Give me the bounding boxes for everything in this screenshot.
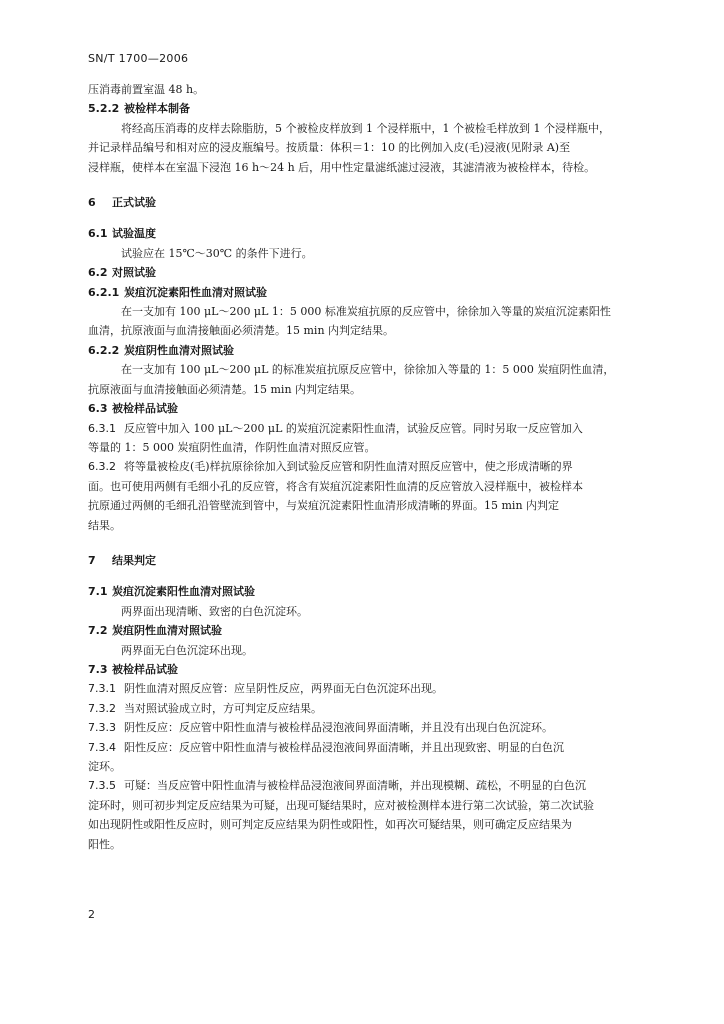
- section-heading-6-2-2: 6.2.2 炭疽阴性血清对照试验: [88, 343, 234, 357]
- paragraph-line: 血清，抗原液面与血清接触面必须清楚。15 min 内判定结果。: [88, 324, 395, 338]
- paragraph-line: 淀环。: [88, 760, 121, 773]
- paragraph-line: 并记录样品编号和相对应的浸皮瓶编号。按质量：体积＝1：10 的比例加入皮(毛)浸液(见附录 A)至: [88, 141, 571, 155]
- paragraph-line: 结果。: [88, 518, 121, 532]
- paragraph-line: 在一支加有 100 μL～200 μL 的标准炭疽抗原反应管中，徐徐加入等量的 1：5 000 炭疽阴性血清，: [121, 363, 615, 377]
- paragraph-line: 7.3.5 可疑：当反应管中阳性血清与被检样品浸泡液间界面清晰，并出现模糊、疏松，不明显的白色沉: [88, 779, 586, 793]
- section-heading-6-2-1: 6.2.1 炭疽沉淀素阳性血清对照试验: [88, 285, 267, 299]
- section-heading-7: 7 结果判定: [88, 553, 156, 567]
- paragraph-line: 等量的 1：5 000 炭疽阴性血清，作阴性血清对照反应管。: [88, 440, 376, 454]
- paragraph-line: 两界面出现清晰、致密的白色沉淀环。: [121, 604, 308, 618]
- section-heading-6-2: 6.2 对照试验: [88, 266, 156, 280]
- paragraph-line: 抗原液面与血清接触面必须清楚。15 min 内判定结果。: [88, 382, 362, 396]
- paragraph-line: 阳性。: [88, 837, 121, 851]
- paragraph-line: 如出现阴性或阳性反应时，则可判定反应结果为阴性或阳性，如再次可疑结果，则可确定反应结果为: [88, 818, 572, 832]
- paragraph-line: 浸样瓶，使样本在室温下浸泡 16 h～24 h 后，用中性定量滤纸滤过浸液，其滤清液为被检样本，待检。: [88, 160, 596, 174]
- document-body: [88, 80, 660, 854]
- paragraph-line: 7.3.4 阳性反应：反应管中阳性血清与被检样品浸泡液间界面清晰，并且出现致密、明显的白色沉: [88, 740, 564, 754]
- paragraph-line: 6.3.2 将等量被检皮(毛)样抗原徐徐加入到试验反应管和阴性血清对照反应管中，使之形成清晰的界: [88, 460, 573, 474]
- paragraph-line: 在一支加有 100 μL～200 μL 1：5 000 标准炭疽抗原的反应管中，徐徐加入等量的炭疽沉淀素阳性: [121, 305, 611, 319]
- paragraph-line: 7.3.2 当对照试验成立时，方可判定反应结果。: [88, 701, 322, 715]
- section-heading-7-2: 7.2 炭疽阴性血清对照试验: [88, 624, 222, 638]
- section-heading-6: 6 正式试验: [88, 196, 156, 210]
- page-number: 2: [88, 908, 95, 921]
- paragraph-line: 面。也可使用两侧有毛细小孔的反应管，将含有炭疽沉淀素阳性血清的反应管放入浸样瓶中，被检样本: [88, 479, 583, 493]
- section-heading-6-3: 6.3 被检样品试验: [88, 402, 178, 416]
- paragraph-line: 两界面无白色沉淀环出现。: [121, 643, 253, 657]
- section-heading-5-2-2: 5.2.2 被检样本制备: [88, 102, 190, 116]
- paragraph-line: 试验应在 15℃～30℃ 的条件下进行。: [121, 246, 313, 260]
- section-heading-7-1: 7.1 炭疽沉淀素阳性血清对照试验: [88, 585, 255, 599]
- document-header: SN/T 1700—2006: [88, 52, 189, 65]
- text-line: 压消毒前置室温 48 h。: [88, 83, 205, 96]
- section-heading-7-3: 7.3 被检样品试验: [88, 662, 178, 676]
- paragraph-line: 7.3.1 阴性血清对照反应管：应呈阴性反应，两界面无白色沉淀环出现。: [88, 682, 443, 696]
- paragraph-line: 6.3.1 反应管中加入 100 μL～200 μL 的炭疽沉淀素阳性血清，试验反应管。同时另取一反应管加入: [88, 421, 583, 435]
- paragraph-line: 淀环时，则可初步判定反应结果为可疑，出现可疑结果时，应对被检测样本进行第二次试验，第二次试验: [88, 798, 594, 812]
- paragraph-line: 将经高压消毒的皮样去除脂肪，5 个被检皮样放到 1 个浸样瓶中，1 个被检毛样放到 1 个浸样瓶中，: [121, 121, 610, 135]
- section-heading-6-1: 6.1 试验温度: [88, 227, 156, 241]
- paragraph-line: 抗原通过两侧的毛细孔沿管壁流到管中，与炭疽沉淀素阳性血清形成清晰的界面。15 min 内判定: [88, 499, 560, 513]
- paragraph-line: 7.3.3 阴性反应：反应管中阳性血清与被检样品浸泡液间界面清晰，并且没有出现白色沉淀环。: [88, 721, 553, 735]
